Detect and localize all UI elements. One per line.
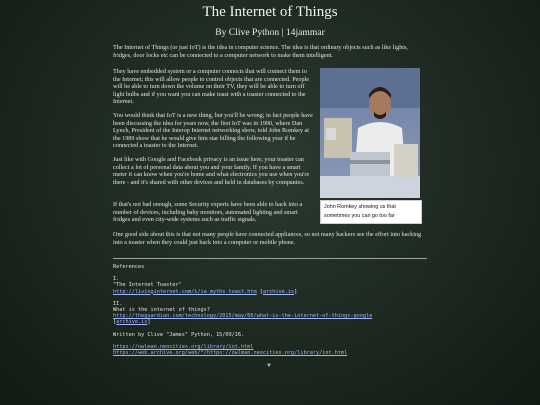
paragraph-text: One good side about this is that not many people have connected appliances, so not many hackers see the effort into hacking into a toaster when they could just hack into a computer or mobile phone.: [113, 231, 422, 246]
paragraph-text: They have embedded system or a computer connects that will connect them to the Internet; this will allow people to control objects that are connected. People will be able to turn down the volume on their TV, they will be able to turn off light bulbs and if you want you can make toast with a toaster connected to the Internet.: [113, 68, 310, 106]
paragraph-embedded: [113, 68, 313, 106]
page-title: The Internet of Things: [202, 4, 338, 20]
paragraph-security: [113, 201, 313, 224]
paragraph-text: You would think that IoT is a new thing, but you'll be wrong; in fact people have been discussing the idea for years now, the first IoT was in 1990, where Dan Lynch, President of the Interop Internet networking show, told John Romkey at the 1989 show that he would give him star billing the following year if he connected a toaster to the Internet.: [113, 112, 313, 150]
paragraph-intro: [113, 44, 427, 59]
figure: [320, 68, 420, 224]
reference-number: II.: [113, 300, 123, 307]
john-romkey-photo: [320, 68, 420, 198]
references-heading: References: [113, 264, 145, 270]
divider: [113, 258, 427, 259]
reference-item: II. What is the internet of things? http://theguardian.com/technology/2015/may/06/what-is-the-internet-of-things-google [archive.is]: [113, 300, 373, 326]
paragraph-text: The Internet of Things (or just IoT) is the idea in computer science. The idea is that ordinary objects such as like lights, fridges, door locks etc can be connected to a computer network to make them intelligent.: [113, 44, 408, 59]
paragraph-privacy: [113, 156, 313, 186]
page-links: [113, 344, 427, 356]
archive-link[interactable]: archive.is: [262, 288, 295, 295]
archive-link[interactable]: archive.is: [116, 319, 148, 326]
paragraph-text: Just like with Google and Facebook privacy is an issue here; your toaster can collect a lot of personal data about you and your family. If you have a smart meter it can know when you're home and what electronics you use when you're there - and it's shared with other devices and held in databases by companies.: [113, 156, 310, 186]
paragraph-conclusion: [113, 231, 427, 246]
reference-number: I.: [113, 276, 120, 283]
author-note: Written by Clive "James" Python, 15/09/16.: [113, 331, 245, 338]
reference-title: "The Internet Toaster": [113, 282, 182, 289]
paragraph-history: [113, 112, 313, 150]
reference-title: What is the internet of things?: [113, 307, 210, 314]
paragraph-text: If that's not bad enough, some Security experts have been able to hack into a number of devices, including baby monitors, automated lighting and smart fridges and even city-wide systems such as traffic signals.: [113, 201, 303, 224]
archive-page-link[interactable]: https://web.archive.org/web/*/https://owlman.neocities.org/library/iot.html: [113, 350, 348, 357]
figure-caption: John Romkey showing us that sometimes you can go too far: [320, 200, 422, 224]
references-section: [113, 258, 427, 362]
scroll-down-icon[interactable]: ▼: [266, 363, 272, 369]
reference-item: I. "The Internet Toaster" http://livinginternet.com/i/ia_myths_toast.htm [archive.is]: [113, 276, 298, 295]
byline: By Clive Python | 14jammar: [215, 27, 325, 38]
reference-link[interactable]: http://theguardian.com/technology/2015/may/06/what-is-the-internet-of-things-google: [113, 313, 373, 320]
reference-link[interactable]: http://livinginternet.com/i/ia_myths_toast.htm: [113, 288, 257, 295]
page-link[interactable]: https://owlman.neocities.org/library/iot.html: [113, 343, 254, 350]
